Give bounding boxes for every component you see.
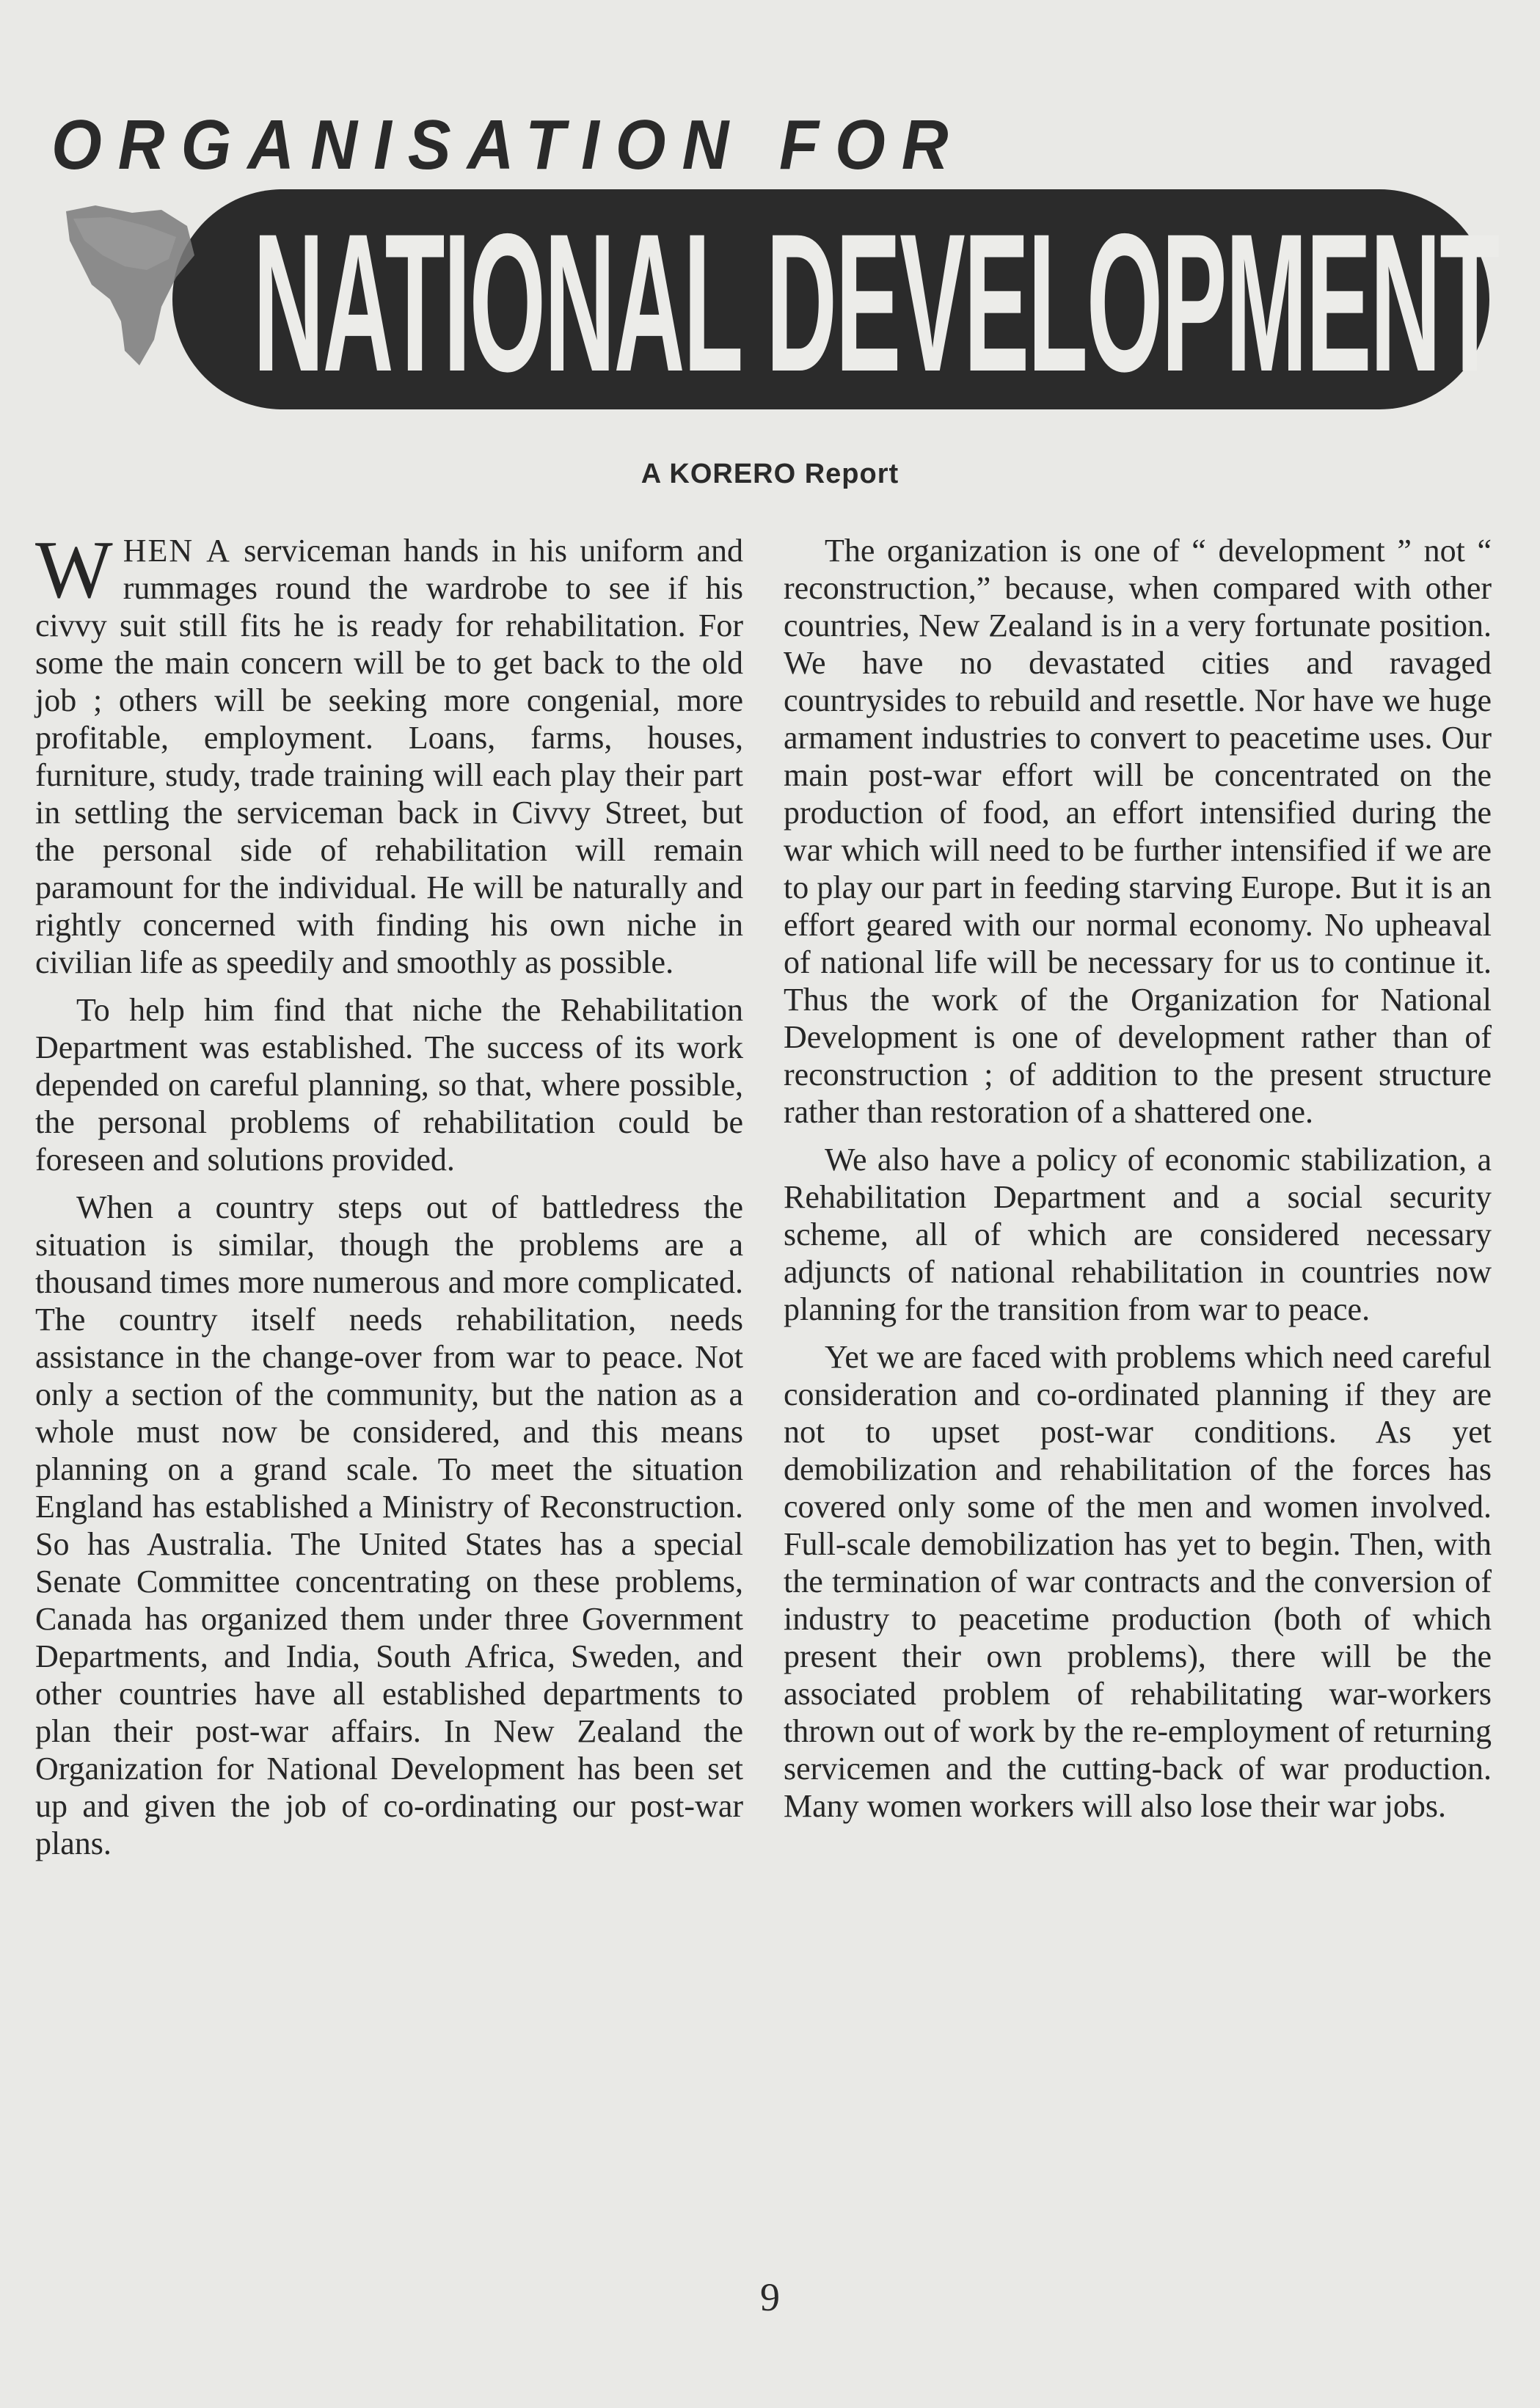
paragraph-2: To help him find that niche the Rehabilitation Department was established. The success of its work depended on careful planning, so that, where possible, the personal problems of rehabilitation could be foreseen and solutions provided. [35,992,743,1178]
paragraph-6: Yet we are faced with problems which need careful consideration and co-ordinated planning if they are not to upset post-war conditions. As yet demobilization and rehabilitation of the forces has covered only some of the men and women involved. Full-scale demobilization has yet to begin. Then, with the termination of war contracts and the conversion of industry to peacetime production (both of which present their own problems), there will be the associated problem of rehabilitating war-workers thrown out of work by the re-employment of returning servicemen and the cutting-back of war production. Many women workers will also lose their war jobs. [784,1339,1492,1824]
column-left [35,525,743,1872]
paragraph-1-text: serviceman hands in his uniform and rummages round the wardrobe to see if his civvy suit still fits he is ready for rehabilitation. For some the main concern will be to get back to the old job ; others will be seeking more congenial, more profitable, employment. Loans, farms, houses, furniture, study, trade training will each play their part in settling the serviceman back in Civvy Street, but the personal side of rehabilitation will remain paramount for the individual. He will be naturally and rightly concerned with finding his own niche in civilian life as speedily and smoothly as possible. [35,533,743,980]
article-subtitle: A KORERO Report [641,459,899,489]
paragraph-3: When a country steps out of battledress the situation is similar, though the problems are a thousand times more numerous and more complicated. The country itself needs rehabilitation, needs assistance in the change-over from war to peace. Not only a section of the community, but the nation as a whole must now be considered, and this means planning on a grand scale. To meet the situation England has established a Ministry of Reconstruction. So has Australia. The United States has a special Senate Committee concentrating on these problems, Canada has organized them under three Government Departments, and India, South Africa, Sweden, and other countries have all established departments to plan their post-war affairs. In New Zealand the Organization for National Development has been set up and given the job of co-ordinating our post-war plans. [35,1189,743,1861]
drop-cap: W [35,525,113,616]
heading-line-1: ORGANISATION FOR [51,106,965,184]
paragraph-4: The organization is one of “ development ” not “ reconstruction,” because, when compared with other countries, New Zealand is in a very fortunate position. We have no devastated cities and ravaged countrysides to rebuild and resettle. Nor have we huge armament industries to convert to peacetime uses. Our main post-war effort will be concentrated on the production of food, an effort intensified during the war which will need to be further intensified if we are to play our part in feeding starving Europe. But it is an effort geared with our normal economy. No upheaval of national life will be necessary for us to continue it. Thus the work of the Organization for National Development is one of development rather than of reconstruction ; of addition to the present structure rather than restoration of a shattered one. [784,533,1492,1130]
paragraph-5: We also have a policy of economic stabilization, a Rehabilitation Department and a social security scheme, all of which are considered necessary adjuncts of national rehabilitation in countries now planning for the transition from war to peace. [784,1142,1492,1327]
column-right [784,532,1492,1835]
new-zealand-map-icon [51,197,205,373]
opening-smallcaps: HEN A [123,533,231,569]
paragraph-1 [35,525,743,981]
page-number: 9 [760,2275,780,2319]
heading-line-2: NATIONAL DEVELOPMENT [253,192,1499,412]
